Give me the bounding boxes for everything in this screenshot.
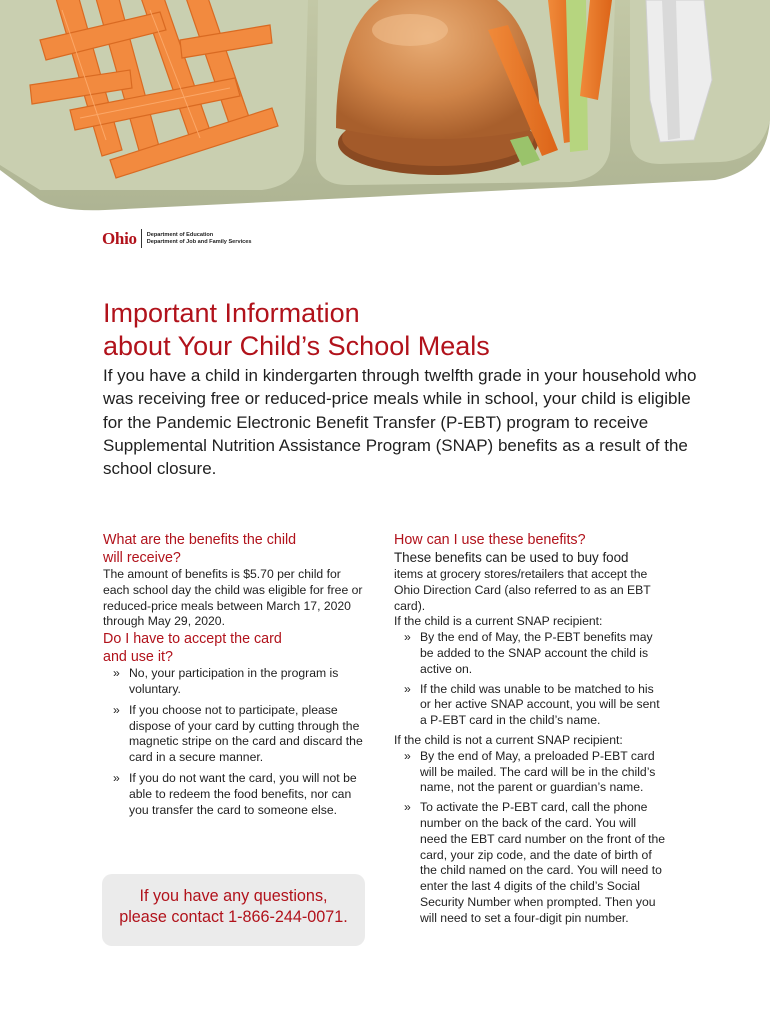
heading-benefits <box>103 531 368 567</box>
lunch-tray-illustration <box>0 0 770 215</box>
list-item: » If you choose not to participate, please dispose of your card by cutting through the magnetic stripe on the card and discard the card in a secure manner. <box>103 703 368 766</box>
heading-accept-card <box>103 630 368 666</box>
list-item: » By the end of May, a preloaded P-EBT card will be mailed. The card will be in the child’s name, not the parent or guardian’s name. <box>394 749 666 796</box>
right-column <box>394 531 666 931</box>
snap-recipient-list <box>394 630 666 729</box>
heading-accept-card-line-1: Do I have to accept the card <box>103 631 282 648</box>
list-item: » No, your participation in the program is voluntary. <box>103 666 368 698</box>
heading-use-benefits: How can I use these benefits? <box>394 532 586 548</box>
logo-department-education: Department of Education <box>146 231 214 238</box>
page-title-line-1: Important Information <box>103 298 360 328</box>
contact-line-2: please contact 1-866-244-0071. <box>119 908 348 926</box>
left-column <box>103 531 368 823</box>
ohio-wordmark: Ohio <box>102 229 137 248</box>
list-item: » If you do not want the card, you will not be able to redeem the food benefits, nor can you transfer the card to someone else. <box>103 771 368 818</box>
list-item: » To activate the P-EBT card, call the phone number on the back of the card. You will need the EBT card number on the front of the card, your zip code, and the date of birth of the child named on the card. You will need to enter the last 4 digits of the child’s Social Security Number when prompted. Then you will need to set a four-digit pin number. <box>394 800 666 926</box>
lunch-tray-photo <box>0 0 770 215</box>
use-benefits-answer <box>394 549 666 614</box>
logo-departments <box>147 232 252 246</box>
contact-text <box>102 874 365 928</box>
list-item: » If the child was unable to be matched to his or her active SNAP account, you will be sent a P-EBT card in the child’s name. <box>394 682 666 729</box>
logo-department-jfs: Department of Job and Family Services <box>146 238 252 245</box>
list-item: » By the end of May, the P-EBT benefits may be added to the SNAP account the child is active on. <box>394 630 666 677</box>
intro-paragraph: If you have a child in kindergarten through twelfth grade in your household who was receiving free or reduced-price meals while in school, your child is eligible for the Pandemic Electronic Benefit Transfer (P-EBT) program to receive Supplemental Nutrition Assistance Program (SNAP) benefits as a result of the school closure. <box>103 366 697 479</box>
heading-benefits-line-2: will receive? <box>103 550 181 566</box>
ohio-logo <box>102 229 251 248</box>
use-benefits-rest: items at grocery stores/retailers that accept the Ohio Direction Card (also referred to as an EBT card). <box>394 567 651 613</box>
subheading-snap-recipient: If the child is a current SNAP recipient: <box>394 614 603 629</box>
non-snap-recipient-list <box>394 749 666 927</box>
accept-card-list <box>103 666 368 818</box>
contact-line-1: If you have any questions, <box>139 887 328 905</box>
use-benefits-lead: These benefits can be used to buy food <box>394 550 629 565</box>
heading-accept-card-line-2: and use it? <box>103 649 173 666</box>
page-title-line-2: about Your Child’s School Meals <box>103 331 490 361</box>
subheading-non-snap-recipient: If the child is not a current SNAP recipient: <box>394 732 623 747</box>
benefits-answer: The amount of benefits is $5.70 per child for each school day the child was eligible for free or reduced-price meals between March 17, 2020 through May 29, 2020. <box>103 567 363 629</box>
heading-benefits-line-1: What are the benefits the child <box>103 532 297 548</box>
logo-divider <box>141 229 142 248</box>
page-title <box>103 297 723 363</box>
contact-callout <box>102 874 365 946</box>
